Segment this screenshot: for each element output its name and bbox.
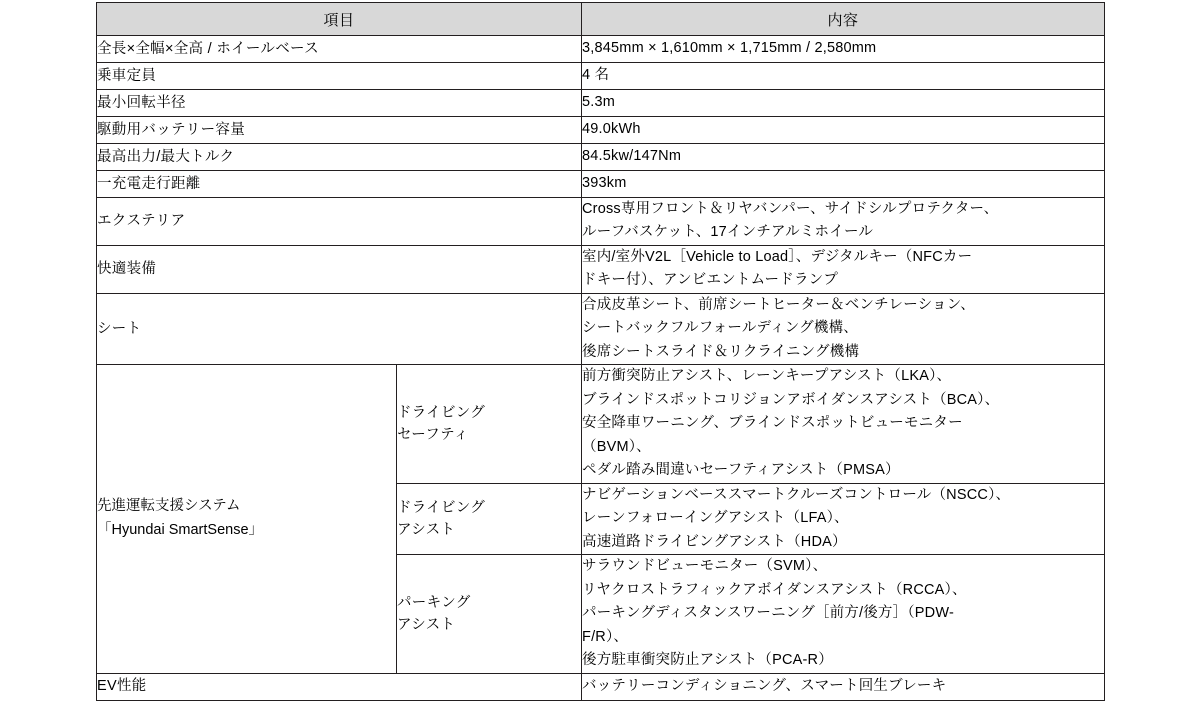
value-line: 4 名 bbox=[582, 67, 610, 84]
row-value bbox=[582, 673, 1105, 700]
row-label-adas bbox=[97, 365, 397, 673]
table-row bbox=[97, 144, 1105, 171]
row-label: 全長×全幅×全高 / ホイールベース bbox=[97, 36, 582, 63]
value-line: ナビゲーションベーススマートクルーズコントロール（NSCC）、 bbox=[582, 486, 1011, 503]
row-label: エクステリア bbox=[97, 198, 582, 246]
value-line: 安全降車ワーニング、ブラインドスポットビューモニター bbox=[582, 415, 963, 432]
column-header-content: 内容 bbox=[582, 3, 1105, 36]
row-label: EV性能 bbox=[97, 673, 582, 700]
value-line: 高速道路ドライビングアシスト（HDA） bbox=[582, 533, 847, 550]
table-row bbox=[97, 245, 1105, 293]
row-label: 最小回転半径 bbox=[97, 90, 582, 117]
subrow-label-line: アシスト bbox=[397, 522, 456, 539]
value-line: 前方衝突防止アシスト、レーンキープアシスト（LKA）、 bbox=[582, 368, 952, 385]
table-row-adas-safety bbox=[97, 365, 1105, 483]
row-value bbox=[582, 90, 1105, 117]
value-line: 後方駐車衝突防止アシスト（PCA-R） bbox=[582, 652, 833, 669]
subrow-label bbox=[397, 483, 582, 554]
vehicle-spec-table bbox=[96, 2, 1105, 701]
row-value bbox=[582, 63, 1105, 90]
adas-label-line: 「Hyundai SmartSense」 bbox=[97, 522, 264, 539]
row-value bbox=[582, 144, 1105, 171]
value-line: 5.3m bbox=[582, 94, 616, 111]
table-header-row bbox=[97, 3, 1105, 36]
value-line: 393km bbox=[582, 175, 627, 192]
value-line: （BVM）、 bbox=[582, 438, 651, 455]
subrow-label bbox=[397, 555, 582, 673]
subrow-label-line: アシスト bbox=[397, 616, 456, 633]
row-value bbox=[582, 198, 1105, 246]
adas-label-line: 先進運転支援システム bbox=[97, 498, 241, 515]
table-row bbox=[97, 293, 1105, 364]
row-label: シート bbox=[97, 293, 582, 364]
row-label: 乗車定員 bbox=[97, 63, 582, 90]
value-line: 合成皮革シート、前席シートヒーター＆ベンチレーション、 bbox=[582, 296, 975, 313]
table-row bbox=[97, 673, 1105, 700]
value-line: ペダル踏み間違いセーフティアシスト（PMSA） bbox=[582, 462, 900, 479]
value-line: サラウンドビューモニター（SVM）、 bbox=[582, 558, 828, 575]
row-label: 最高出力/最大トルク bbox=[97, 144, 582, 171]
subrow-label-line: セーフティ bbox=[397, 427, 469, 444]
table-row bbox=[97, 198, 1105, 246]
column-header-item: 項目 bbox=[97, 3, 582, 36]
row-value bbox=[582, 36, 1105, 63]
row-label: 一充電走行距離 bbox=[97, 171, 582, 198]
row-value bbox=[582, 171, 1105, 198]
value-line: 室内/室外V2L［Vehicle to Load］、デジタルキー（NFCカー bbox=[582, 248, 973, 265]
value-line: 49.0kWh bbox=[582, 121, 641, 138]
value-line: シートバックフルフォールディング機構、 bbox=[582, 320, 858, 337]
value-line: リヤクロストラフィックアボイダンスアシスト（RCCA）、 bbox=[582, 581, 967, 598]
row-label: 駆動用バッテリー容量 bbox=[97, 117, 582, 144]
table-row bbox=[97, 63, 1105, 90]
subrow-label bbox=[397, 365, 582, 483]
value-line: ルーフバスケット、17インチアルミホイール bbox=[582, 224, 874, 241]
table-row bbox=[97, 171, 1105, 198]
subrow-value bbox=[582, 555, 1105, 673]
value-line: 3,845mm × 1,610mm × 1,715mm / 2,580mm bbox=[582, 40, 877, 57]
value-line: バッテリーコンディショニング、スマート回生ブレーキ bbox=[582, 677, 947, 694]
row-value bbox=[582, 245, 1105, 293]
subrow-value bbox=[582, 365, 1105, 483]
value-line: F/R）、 bbox=[582, 628, 629, 645]
table-row bbox=[97, 90, 1105, 117]
value-line: ドキー付）、アンビエントムードランプ bbox=[582, 272, 839, 289]
value-line: Cross専用フロント＆リヤバンパー、サイドシルプロテクター、 bbox=[582, 201, 999, 217]
row-label: 快適装備 bbox=[97, 245, 582, 293]
subrow-label-line: パーキング bbox=[397, 594, 471, 611]
value-line: 84.5kw/147Nm bbox=[582, 148, 682, 165]
value-line: ブラインドスポットコリジョンアボイダンスアシスト（BCA）、 bbox=[582, 391, 1000, 408]
table-row bbox=[97, 36, 1105, 63]
subrow-label-line: ドライビング bbox=[397, 499, 486, 516]
subrow-value bbox=[582, 483, 1105, 554]
value-line: レーンフォローイングアシスト（LFA）、 bbox=[582, 510, 849, 527]
row-value bbox=[582, 117, 1105, 144]
value-line: 後席シートスライド＆リクライニング機構 bbox=[582, 343, 860, 360]
subrow-label-line: ドライビング bbox=[397, 404, 486, 421]
row-value bbox=[582, 293, 1105, 364]
value-line: パーキングディスタンスワーニング［前方/後方］（PDW- bbox=[582, 605, 954, 622]
table-row bbox=[97, 117, 1105, 144]
